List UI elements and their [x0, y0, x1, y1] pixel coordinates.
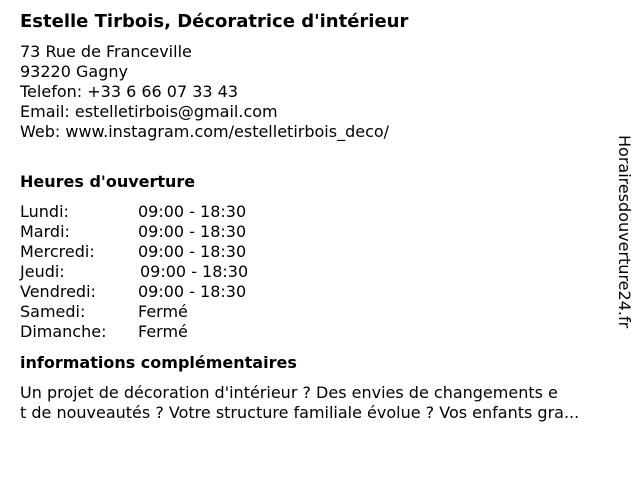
hours-row-thursday	[20, 262, 630, 282]
web-line: Web: www.instagram.com/estelletirbois_deco/	[20, 122, 390, 141]
address-city: 93220 Gagny	[20, 62, 128, 81]
phone-line: Telefon: +33 6 66 07 33 43	[20, 82, 239, 101]
hours-row-sunday	[20, 322, 630, 342]
contact-block	[20, 42, 630, 142]
day-label: Dimanche:	[20, 322, 107, 341]
hours-row-tuesday	[20, 222, 630, 242]
hours-row-saturday	[20, 302, 630, 322]
hours-value: 09:00 - 18:30	[138, 202, 247, 221]
opening-hours-heading: Heures d'ouverture	[20, 172, 196, 191]
hours-value: Fermé	[138, 322, 188, 341]
email-line: Email: estelletirbois@gmail.com	[20, 102, 278, 121]
additional-info-text	[20, 383, 630, 423]
business-listing	[20, 10, 630, 423]
hours-value: 09:00 - 18:30	[138, 222, 247, 241]
description-line-1: Un projet de décoration d'intérieur ? Des envies de changements e	[20, 383, 558, 402]
hours-row-monday	[20, 202, 630, 222]
hours-value: 09:00 - 18:30	[138, 282, 247, 301]
description-line-2: t de nouveautés ? Votre structure familiale évolue ? Vos enfants gra...	[20, 403, 580, 422]
day-label: Vendredi:	[20, 282, 96, 301]
hours-value: 09:00 - 18:30	[138, 242, 247, 261]
hours-row-wednesday	[20, 242, 630, 262]
site-watermark: Horairesdouverture24.fr	[615, 135, 634, 329]
day-label: Lundi:	[20, 202, 69, 221]
hours-row-friday	[20, 282, 630, 302]
day-label: Jeudi:	[20, 262, 65, 281]
day-label: Mercredi:	[20, 242, 95, 261]
address-street: 73 Rue de Franceville	[20, 42, 192, 61]
hours-value: Fermé	[138, 302, 188, 321]
additional-info-heading: informations complémentaires	[20, 353, 297, 372]
hours-value: 09:00 - 18:30	[140, 262, 249, 281]
opening-hours-table	[20, 202, 630, 342]
day-label: Samedi:	[20, 302, 86, 321]
business-title: Estelle Tirbois, Décoratrice d'intérieur	[20, 11, 409, 32]
day-label: Mardi:	[20, 222, 70, 241]
